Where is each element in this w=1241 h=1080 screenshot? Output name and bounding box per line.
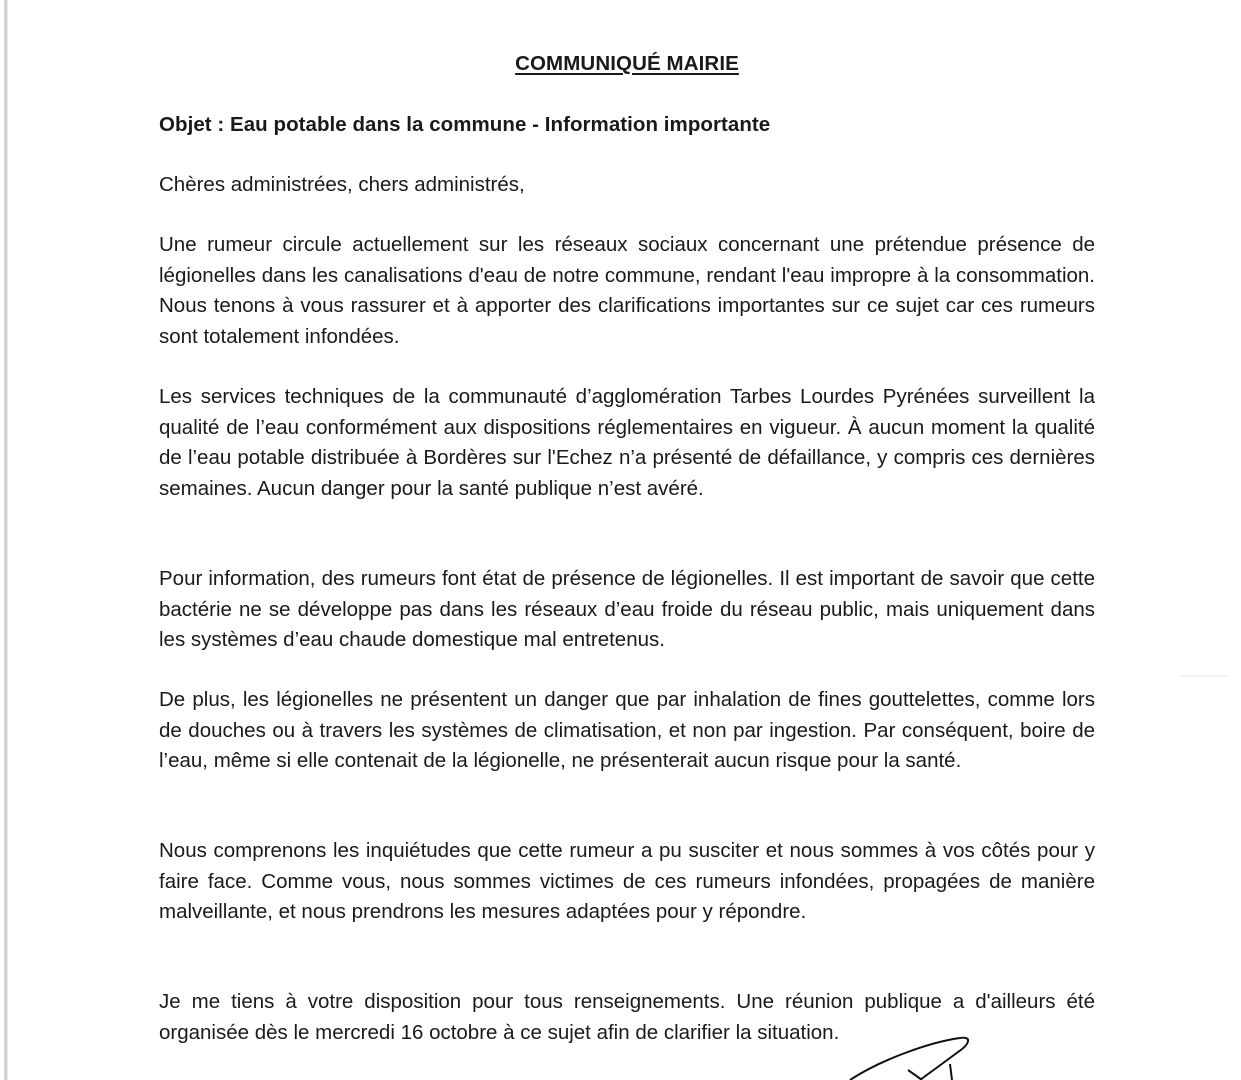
signature-icon bbox=[830, 1030, 990, 1080]
document-subject: Objet : Eau potable dans la commune - Information importante bbox=[159, 113, 771, 136]
document-title: COMMUNIQUÉ MAIRIE bbox=[515, 52, 739, 75]
paragraph-danger-explanation: De plus, les légionelles ne présentent un danger que par inhalation de fines gouttelettes, comme lors de douches ou à travers les systèmes de climatisation, et non par ingestion. Par conséquent, boire de l’eau, même si elle contenait de la légionelle, ne présenterait aucun risque pour la santé. bbox=[159, 688, 1095, 772]
paragraph-contact: Je me tiens à votre disposition pour tous renseignements. Une réunion publique a d'ailleurs été organisée dès le mercredi 16 octobre à ce sujet afin de clarifier la situation. bbox=[159, 990, 1095, 1044]
scanned-page-edge bbox=[4, 0, 8, 1080]
paragraph-rumor: Une rumeur circule actuellement sur les réseaux sociaux concernant une prétendue présence de légionelles dans les canalisations d'eau de notre commune, rendant l'eau impropre à la consommation. Nous tenons à vous rassurer et à apporter des clarifications importantes sur ce sujet car ces rumeurs sont totalement infondées. bbox=[159, 233, 1095, 348]
paragraph-legionella-info: Pour information, des rumeurs font état de présence de légionelles. Il est important de savoir que cette bactérie ne se développe pas dans les réseaux d’eau froide du réseau public, mais uniquement dans les systèmes d’eau chaude domestique mal entretenus. bbox=[159, 567, 1095, 651]
paragraph-water-quality: Les services techniques de la communauté d’agglomération Tarbes Lourdes Pyrénées surveillent la qualité de l’eau conformément aux dispositions réglementaires en vigueur. À aucun moment la qualité de l’eau potable distribuée à Bordères sur l'Echez n’a présenté de défaillance, y compris ces dernières semaines. Aucun danger pour la santé publique n’est avéré. bbox=[159, 385, 1095, 500]
greeting: Chères administrées, chers administrés, bbox=[159, 173, 525, 196]
scan-artifact bbox=[1180, 675, 1230, 677]
paragraph-concerns: Nous comprenons les inquiétudes que cette rumeur a pu susciter et nous sommes à vos côtés pour y faire face. Comme vous, nous sommes victimes de ces rumeurs infondées, propagées de manière malveillante, et nous prendrons les mesures adaptées pour y répondre. bbox=[159, 839, 1095, 923]
